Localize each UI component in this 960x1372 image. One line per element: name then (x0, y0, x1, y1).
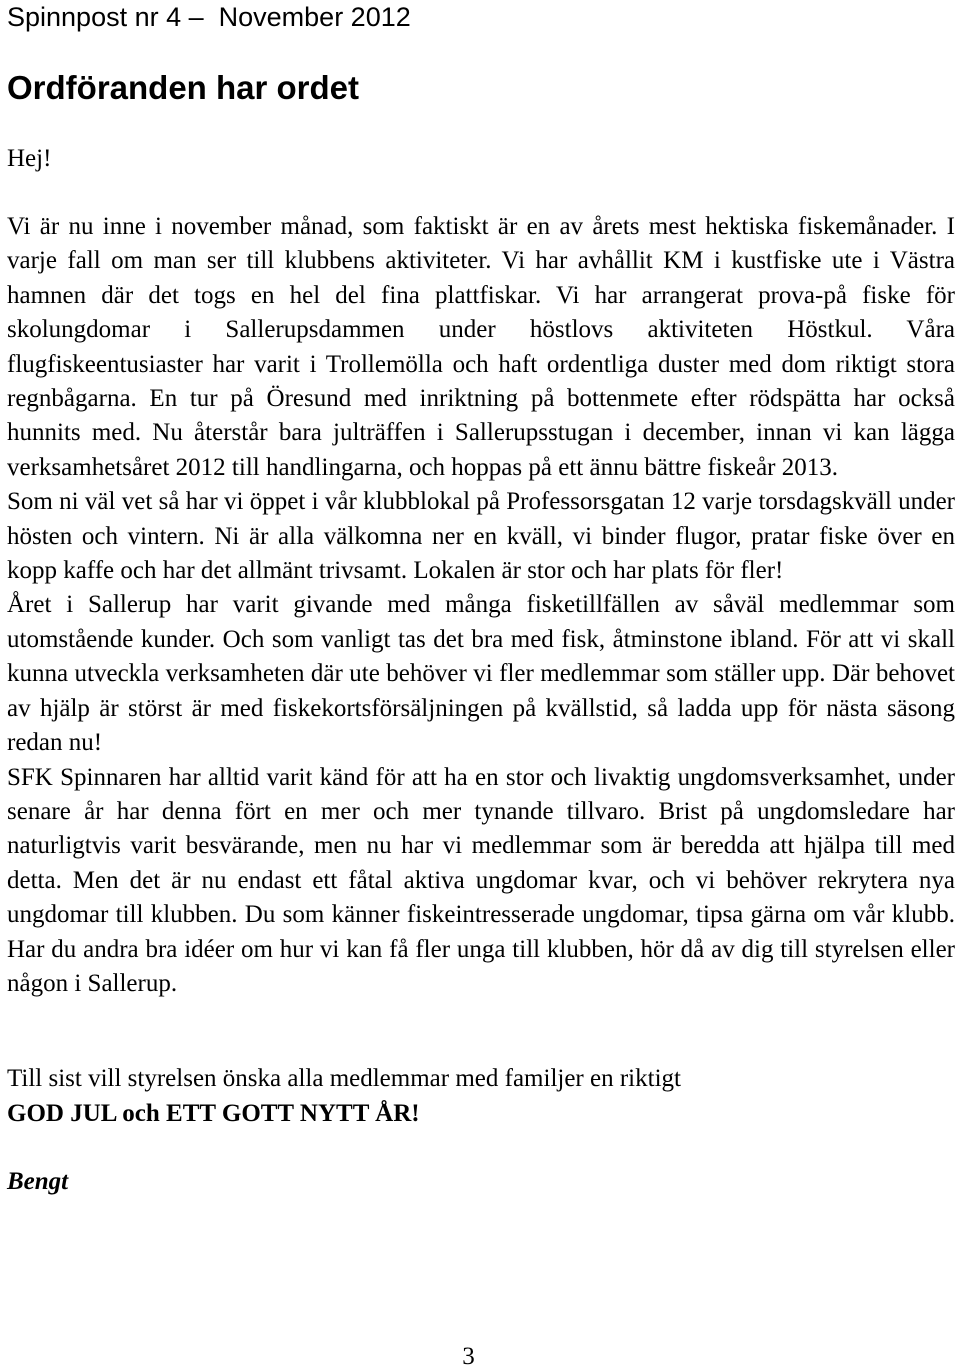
paragraph-sallerup: Året i Sallerup har varit givande med många fisketillfällen av såväl medlemmar som utomstående kunder. Och som vanligt tas det bra med fisk, åtminstone ibland. För att vi skall kunna utveckla verksamheten där ute behöver vi fler medlemmar som ställer upp. Där behovet av hjälp är störst är med fiskekortsförsäljningen på kvällstid, så ladda upp för nästa säsong redan nu! (7, 591, 955, 757)
greeting: Hej! (7, 145, 52, 172)
paragraph-activities: Vi är nu inne i november månad, som faktiskt är en av årets mest hektiska fiskemånader. I varje fall om man ser till klubbens aktiviteter. Vi har avhållit KM i kustfiske ute i Västra hamnen där det togs en hel del fina plattfiskar. Vi har arrangerat prova-på fiske för skolungdomar i Sallerupsdammen under höstlovs aktiviteten Höstkul. Våra flugfiskeentusiaster har varit i Trollemölla och haft ordentliga duster med dom riktigt stora regnbågarna. En tur på Öresund med inriktning på bottenmete efter rödspätta har också hunnits med. Nu återstår bara julträffen i Sallerupsstugan i december, innan vi kan lägga verksamhetsåret 2012 till handlingarna, och hoppas på ett ännu bättre fiskeår 2013. (7, 213, 955, 481)
paragraph-club-room: Som ni väl vet så har vi öppet i vår klubblokal på Professorsgatan 12 varje torsdagskväll under hösten och vintern. Ni är alla välkomna ner en kväll, vi binder flugor, pratar fiske över en kopp kaffe och har det allmänt trivsamt. Lokalen är stor och har plats för fler! (7, 488, 955, 585)
paragraph-youth: SFK Spinnaren har alltid varit känd för att ha en stor och livaktig ungdomsverksamhet, under senare år har denna fört en mer och mer tynande tillvaro. Brist på ungdomsledare har naturligtvis varit besvärande, men nu har vi medlemmar som är beredda att hjälpa till med detta. Men det är nu endast ett fåtal aktiva ungdomar kvar, och vi behöver rekrytera nya ungdomar till klubben. Du som känner fiskeintresserade ungdomar, tipsa gärna om vår klubb. Har du andra bra idéer om hur vi kan få fler unga till klubben, hör då av dig till styrelsen eller någon i Sallerup. (7, 763, 955, 997)
signature: Bengt (7, 1168, 69, 1196)
closing-line: Till sist vill styrelsen önska alla medlemmar med familjer en riktigt (7, 1065, 681, 1093)
holiday-greeting: GOD JUL och ETT GOTT NYTT ÅR! (7, 1100, 420, 1128)
newsletter-header: Spinnpost nr 4 – November 2012 (7, 2, 411, 32)
article-title: Ordföranden har ordet (7, 69, 360, 106)
newsletter-page (7, 0, 955, 1199)
page-number: 3 (462, 1343, 475, 1370)
